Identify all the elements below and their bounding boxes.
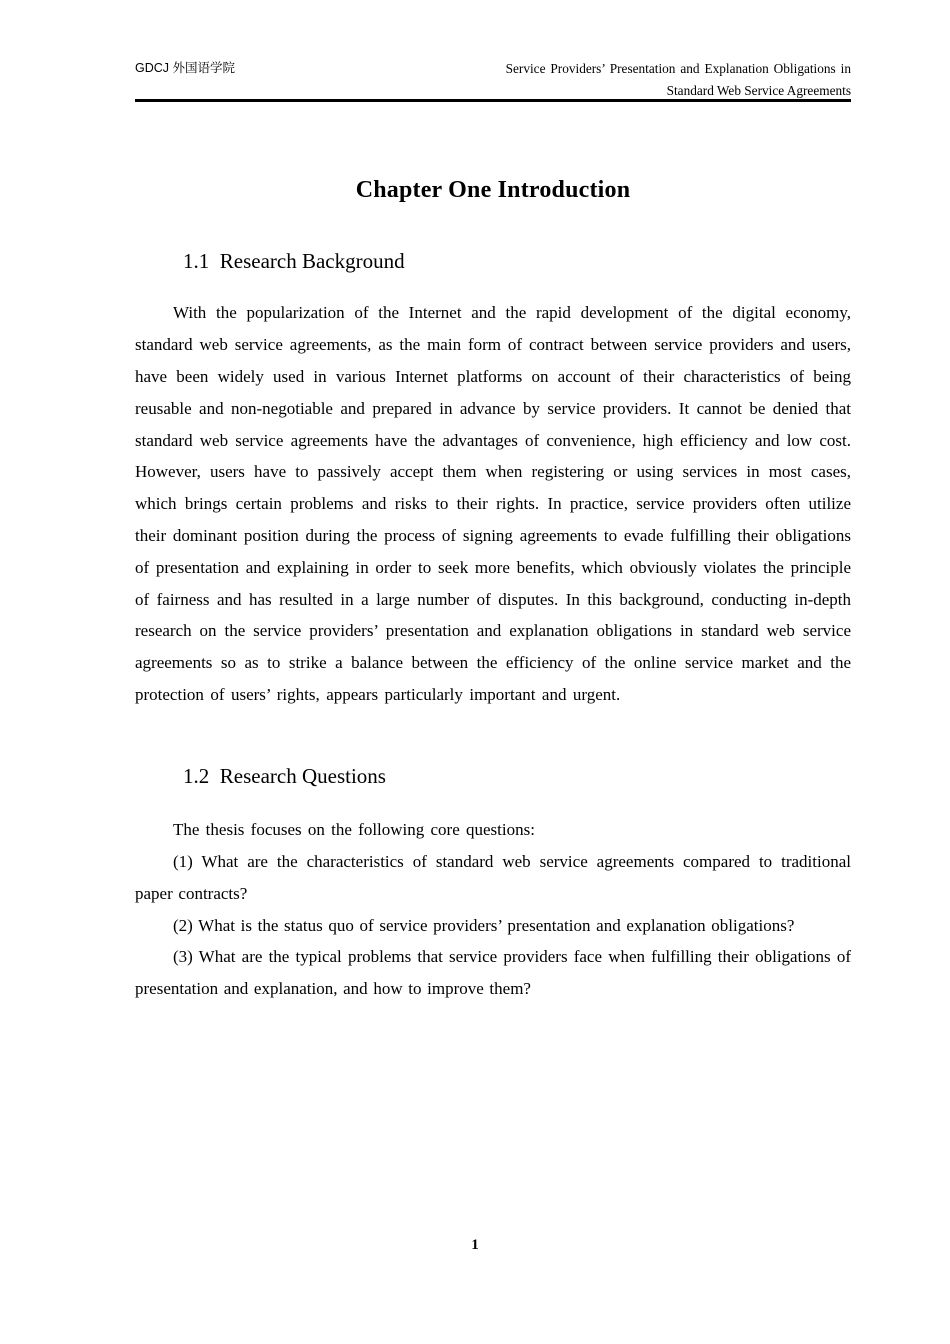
page-number: 1 [471, 1237, 479, 1253]
section-heading-1-2: 1.2 Research Questions [183, 763, 386, 788]
research-question-3: (3) What are the typical problems that service providers face when fulfilling their obligations of presentation and explanation, and how to improve them? [135, 947, 851, 999]
header-institution: GDCJ 外国语学院 [135, 61, 236, 75]
header-title-line-2: Standard Web Service Agreements [666, 82, 851, 98]
header-row [135, 58, 851, 101]
section-heading-1-1: 1.1 Research Background [183, 249, 405, 274]
research-question-2: (2) What is the status quo of service providers’ presentation and explanation obligations? [173, 915, 795, 935]
page-content [135, 120, 851, 1005]
research-questions-intro: The thesis focuses on the following core questions: [173, 820, 535, 840]
research-background-paragraph: With the popularization of the Internet and the rapid development of the digital economy, standard web service agreements, as the main form of contract between service providers and users, have been widely used in various Internet platforms on account of their characteristics of being reusable and non-negotiable and prepared in advance by service providers. It cannot be denied that standard web service agreements have the advantages of convenience, high efficiency and low cost. However, users have to passively accept them when registering or using services in most cases, which brings certain problems and risks to their rights. In practice, service providers often utilize their dominant position during the process of signing agreements to evade fulfilling their obligations of presentation and explaining in order to seek more benefits, which obviously violates the principle of fairness and has resulted in a large number of disputes. In this background, conducting in-depth research on the service providers’ presentation and explanation obligations in standard web service agreements so as to strike a balance between the efficiency of the online service market and the protection of users’ rights, appears particularly important and urgent. [135, 303, 851, 705]
running-header [135, 58, 851, 101]
header-thesis-title [506, 58, 851, 101]
header-divider-rule [135, 99, 851, 102]
research-question-1: (1) What are the characteristics of standard web service agreements compared to traditional paper contracts? [135, 851, 851, 903]
chapter-title: Chapter One Introduction [355, 177, 631, 203]
header-title-line-1: Service Providers’ Presentation and Explanation Obligations in [505, 61, 851, 76]
